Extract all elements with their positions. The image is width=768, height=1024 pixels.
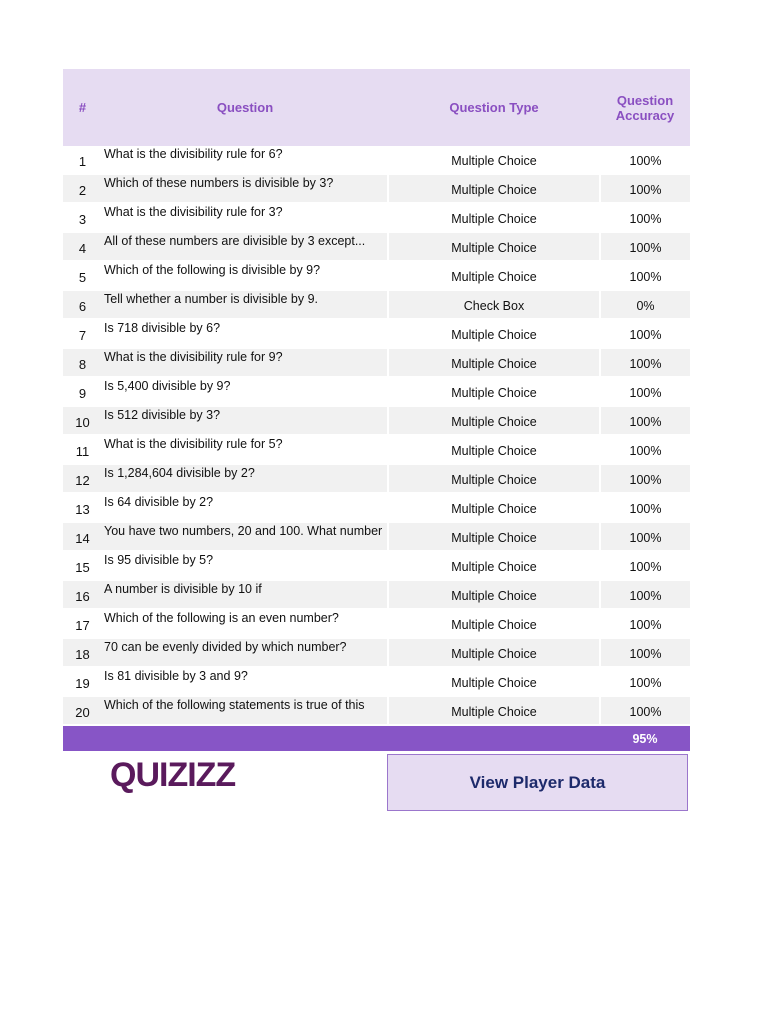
row-accuracy: 100% <box>600 493 690 522</box>
row-accuracy: 100% <box>600 319 690 348</box>
row-question-type: Multiple Choice <box>388 551 600 580</box>
table-row <box>63 290 690 319</box>
row-question: Tell whether a number is divisible by 9. <box>102 290 388 319</box>
row-question-type: Multiple Choice <box>388 667 600 696</box>
row-num: 16 <box>63 580 102 609</box>
row-num: 20 <box>63 696 102 725</box>
row-question-type: Multiple Choice <box>388 146 600 174</box>
row-question: 70 can be evenly divided by which number? <box>102 638 388 667</box>
row-accuracy: 100% <box>600 638 690 667</box>
row-question: Is 718 divisible by 6? <box>102 319 388 348</box>
row-question-type: Multiple Choice <box>388 319 600 348</box>
row-question: Is 1,284,604 divisible by 2? <box>102 464 388 493</box>
row-num: 15 <box>63 551 102 580</box>
table-row <box>63 232 690 261</box>
table-row <box>63 146 690 174</box>
row-accuracy: 100% <box>600 348 690 377</box>
table-row <box>63 609 690 638</box>
view-player-data-button[interactable] <box>387 754 688 811</box>
row-question-type: Multiple Choice <box>388 377 600 406</box>
summary-row <box>63 725 690 751</box>
row-question: Is 64 divisible by 2? <box>102 493 388 522</box>
row-accuracy: 100% <box>600 203 690 232</box>
row-question-type: Multiple Choice <box>388 580 600 609</box>
row-question: Is 5,400 divisible by 9? <box>102 377 388 406</box>
row-accuracy: 100% <box>600 377 690 406</box>
row-question-type: Multiple Choice <box>388 348 600 377</box>
header-question-type: Question Type <box>388 69 600 146</box>
summary-cell-num <box>63 725 102 751</box>
table-row <box>63 435 690 464</box>
row-question: Which of the following is an even number? <box>102 609 388 638</box>
header-accuracy-line2: Accuracy <box>615 107 675 123</box>
quizizz-logo: QUIZIZZ <box>110 756 236 794</box>
row-question-type: Multiple Choice <box>388 493 600 522</box>
row-question: What is the divisibility rule for 6? <box>102 146 388 174</box>
table-row <box>63 319 690 348</box>
row-accuracy: 100% <box>600 580 690 609</box>
row-accuracy: 100% <box>600 435 690 464</box>
row-question-type: Multiple Choice <box>388 261 600 290</box>
table-row <box>63 580 690 609</box>
header-question: Question <box>102 69 388 146</box>
row-num: 13 <box>63 493 102 522</box>
row-accuracy: 100% <box>600 464 690 493</box>
row-question: You have two numbers, 20 and 100. What number <box>102 522 388 551</box>
row-num: 2 <box>63 174 102 203</box>
table-row <box>63 377 690 406</box>
row-question-type: Multiple Choice <box>388 406 600 435</box>
row-num: 18 <box>63 638 102 667</box>
view-player-data-label: View Player Data <box>469 772 606 792</box>
table-row <box>63 261 690 290</box>
row-question: What is the divisibility rule for 9? <box>102 348 388 377</box>
row-question-type: Multiple Choice <box>388 638 600 667</box>
table-header-row <box>63 69 690 146</box>
overall-accuracy: 95% <box>600 725 690 751</box>
row-question-type: Check Box <box>388 290 600 319</box>
table-row <box>63 667 690 696</box>
table-row <box>63 522 690 551</box>
row-question: Which of these numbers is divisible by 3? <box>102 174 388 203</box>
header-accuracy-line1: Question <box>616 92 674 108</box>
row-num: 17 <box>63 609 102 638</box>
row-num: 7 <box>63 319 102 348</box>
row-num: 9 <box>63 377 102 406</box>
row-num: 11 <box>63 435 102 464</box>
row-question: Which of the following statements is true of this <box>102 696 388 725</box>
row-num: 10 <box>63 406 102 435</box>
row-accuracy: 100% <box>600 174 690 203</box>
row-question: All of these numbers are divisible by 3 except... <box>102 232 388 261</box>
row-accuracy: 100% <box>600 696 690 725</box>
row-question: What is the divisibility rule for 5? <box>102 435 388 464</box>
table-row <box>63 348 690 377</box>
row-num: 5 <box>63 261 102 290</box>
summary-cell-type <box>388 725 600 751</box>
row-accuracy: 100% <box>600 609 690 638</box>
row-num: 3 <box>63 203 102 232</box>
table-row <box>63 406 690 435</box>
row-num: 14 <box>63 522 102 551</box>
row-question: What is the divisibility rule for 3? <box>102 203 388 232</box>
row-num: 12 <box>63 464 102 493</box>
row-num: 1 <box>63 146 102 174</box>
header-num: # <box>63 69 102 146</box>
table-row <box>63 203 690 232</box>
table-row <box>63 464 690 493</box>
row-question-type: Multiple Choice <box>388 203 600 232</box>
table-row <box>63 174 690 203</box>
row-accuracy: 100% <box>600 522 690 551</box>
row-question: Is 512 divisible by 3? <box>102 406 388 435</box>
row-question-type: Multiple Choice <box>388 435 600 464</box>
summary-cell-question <box>102 725 388 751</box>
row-num: 4 <box>63 232 102 261</box>
question-table <box>63 69 690 751</box>
row-accuracy: 100% <box>600 406 690 435</box>
row-accuracy: 100% <box>600 667 690 696</box>
row-accuracy: 0% <box>600 290 690 319</box>
row-question-type: Multiple Choice <box>388 696 600 725</box>
table-row <box>63 696 690 725</box>
row-num: 8 <box>63 348 102 377</box>
row-question: A number is divisible by 10 if <box>102 580 388 609</box>
header-question-accuracy <box>600 69 690 146</box>
row-accuracy: 100% <box>600 146 690 174</box>
table-row <box>63 551 690 580</box>
question-report <box>63 69 690 751</box>
row-question-type: Multiple Choice <box>388 522 600 551</box>
row-num: 19 <box>63 667 102 696</box>
row-num: 6 <box>63 290 102 319</box>
row-question-type: Multiple Choice <box>388 232 600 261</box>
row-question-type: Multiple Choice <box>388 464 600 493</box>
row-question: Is 95 divisible by 5? <box>102 551 388 580</box>
row-accuracy: 100% <box>600 232 690 261</box>
table-row <box>63 493 690 522</box>
row-accuracy: 100% <box>600 261 690 290</box>
row-question-type: Multiple Choice <box>388 609 600 638</box>
row-question-type: Multiple Choice <box>388 174 600 203</box>
row-question: Is 81 divisible by 3 and 9? <box>102 667 388 696</box>
table-row <box>63 638 690 667</box>
row-question: Which of the following is divisible by 9? <box>102 261 388 290</box>
row-accuracy: 100% <box>600 551 690 580</box>
